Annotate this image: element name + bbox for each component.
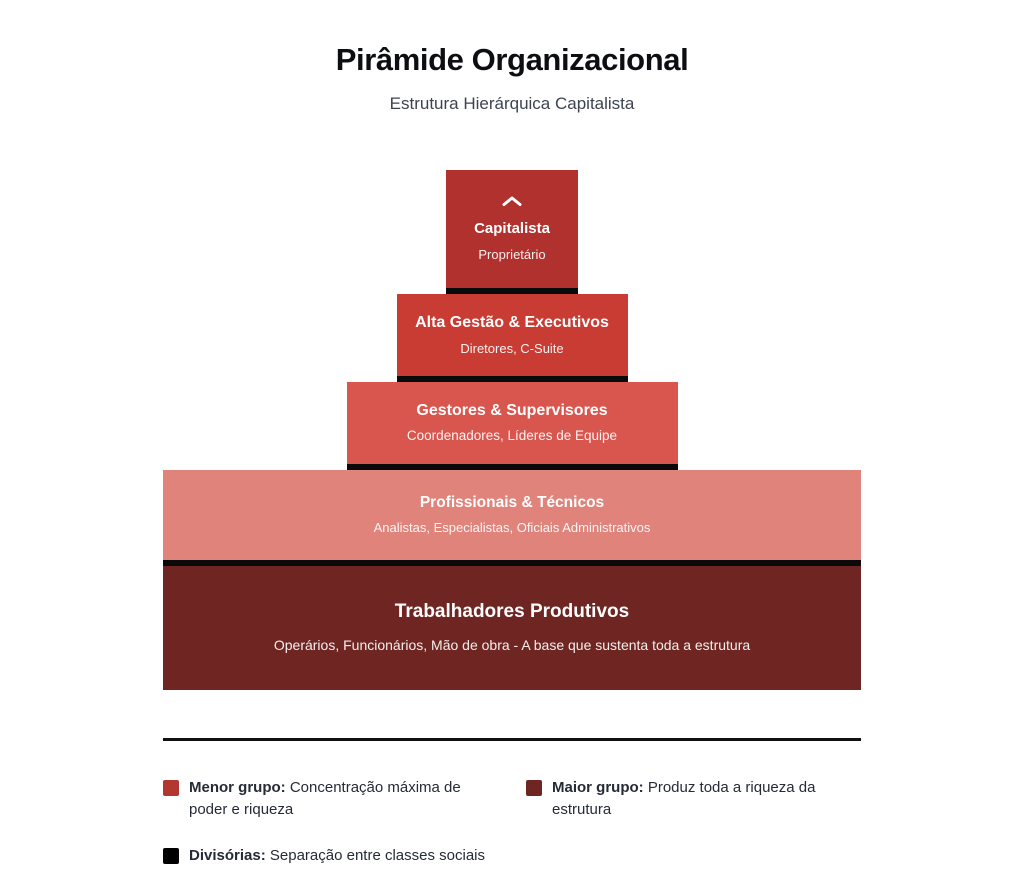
organizational-pyramid — [163, 170, 861, 690]
legend-text: Concentração máxima de poder e riqueza — [189, 779, 461, 818]
legend — [163, 777, 861, 866]
level-title: Alta Gestão & Executivos — [415, 313, 609, 331]
pyramid-level-alta-gestao — [397, 294, 628, 376]
legend-item-divisorias — [163, 845, 526, 867]
red-swatch-icon — [163, 780, 179, 796]
level-subtitle: Coordenadores, Líderes de Equipe — [406, 428, 618, 444]
level-title: Capitalista — [474, 220, 550, 238]
legend-label: Menor grupo: — [189, 779, 286, 796]
pyramid-level-gestores — [347, 382, 678, 464]
level-title: Profissionais & Técnicos — [419, 494, 605, 512]
black-swatch-icon — [163, 848, 179, 864]
dark-red-swatch-icon — [526, 780, 542, 796]
level-subtitle: Diretores, C-Suite — [460, 340, 564, 356]
level-title: Gestores & Supervisores — [416, 401, 608, 419]
header — [0, 0, 1024, 114]
legend-item-menor-grupo — [163, 777, 526, 821]
legend-item-maior-grupo — [526, 777, 861, 821]
level-subtitle: Operários, Funcionários, Mão de obra - A base que sustenta toda a estrutura — [273, 637, 751, 654]
page-subtitle: Estrutura Hierárquica Capitalista — [389, 94, 635, 113]
pyramid-level-trabalhadores — [163, 566, 861, 690]
page-title: Pirâmide Organizacional — [335, 42, 689, 77]
legend-label: Maior grupo: — [552, 779, 644, 796]
level-subtitle: Proprietário — [478, 246, 546, 262]
legend-text: Produz toda a riqueza da estrutura — [552, 779, 816, 818]
legend-text: Separação entre classes sociais — [269, 846, 485, 864]
base-divider-line — [163, 738, 861, 741]
level-title: Trabalhadores Produtivos — [394, 601, 630, 623]
level-subtitle: Analistas, Especialistas, Oficiais Administrativos — [373, 520, 651, 536]
pyramid-level-capitalista — [446, 170, 578, 288]
pyramid-level-profissionais — [163, 470, 861, 560]
legend-label: Divisórias: — [189, 846, 266, 864]
chevron-up-icon — [500, 195, 524, 207]
